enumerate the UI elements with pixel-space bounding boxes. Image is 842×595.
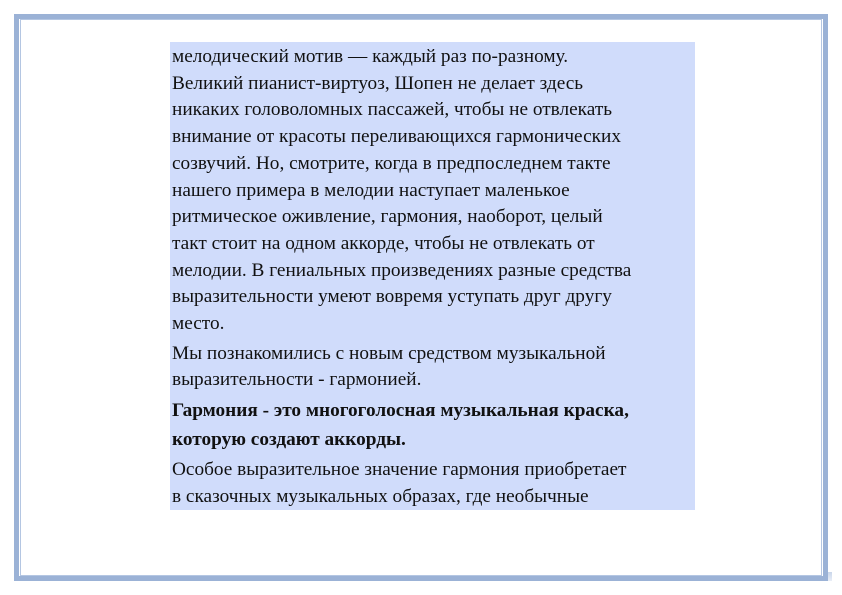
- text-line: мелодический мотив — каждый раз по-разному.: [172, 46, 569, 67]
- text-line: Гармония - это многоголосная музыкальная краска,: [172, 400, 629, 422]
- text-line: Мы познакомились с новым средством музыкальной: [172, 342, 606, 364]
- slide-text-box: [170, 42, 695, 510]
- text-line: внимание от красоты переливающихся гармонических: [172, 126, 621, 148]
- text-line: Великий пианист-виртуоз, Шопен не делает здесь: [172, 72, 584, 94]
- paragraph-fairy-tale-images: [172, 457, 689, 510]
- text-line: нашего примера в мелодии наступает маленькое: [172, 179, 570, 201]
- text-line: выразительности умеют вовремя уступать друг другу: [172, 286, 612, 308]
- text-line: выразительности - гармонией.: [172, 369, 422, 391]
- text-line: мелодии. В гениальных произведениях разные средства: [172, 259, 632, 281]
- text-line: никаких головоломных пассажей, чтобы не отвлекать: [172, 99, 613, 121]
- paragraph-harmony-definition: [172, 397, 689, 454]
- text-line: место.: [172, 313, 225, 335]
- text-line: Особое выразительное значение гармония приобретает: [172, 459, 627, 481]
- text-line: такт стоит на одном аккорде, чтобы не отвлекать от: [172, 232, 595, 254]
- paragraph-new-means: [172, 341, 689, 394]
- text-line: созвучий. Но, смотрите, когда в предпоследнем такте: [172, 152, 611, 174]
- paragraph-harmony-chopin: [172, 44, 689, 338]
- text-line: ритмическое оживление, гармония, наоборот, целый: [172, 206, 603, 228]
- text-line: которую создают аккорды.: [172, 428, 406, 450]
- text-line: в сказочных музыкальных образах, где необычные: [172, 485, 589, 507]
